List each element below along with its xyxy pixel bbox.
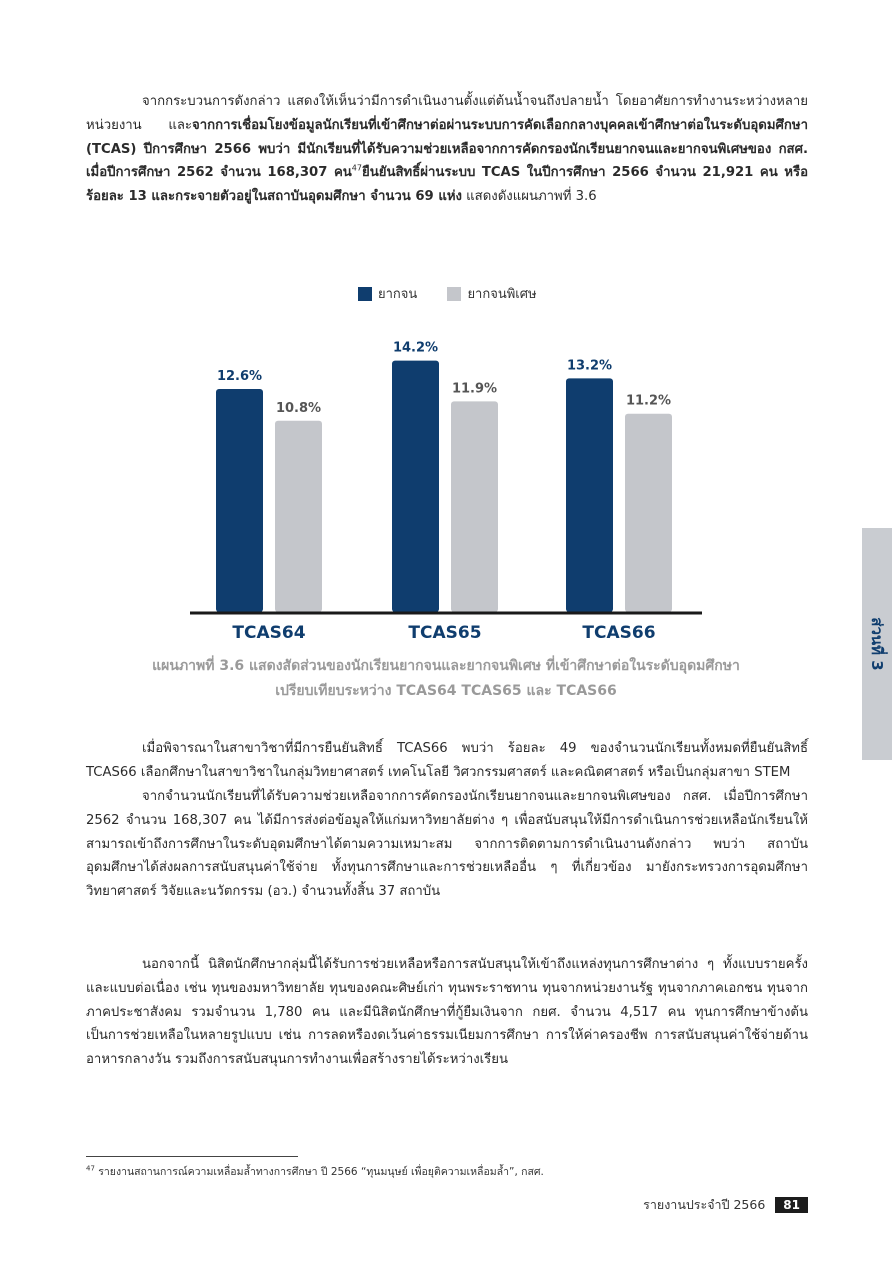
x-tick-label-tcas66: TCAS66 — [582, 623, 656, 643]
x-tick-label-tcas64: TCAS64 — [232, 623, 306, 643]
intro-bold-text-1: จากการเชื่อมโยงข้อมูลนักเรียนที่เข้าศึกษาต่อผ่านระบบการคัดเลือกกลางบุคคลเข้าศึกษาต่อในระดับอุดมศึกษา (TCAS) ปีการศึกษา 2566 พบว่า มีนักเรียนที่ได้รับความช่วยเหลือจากการคัดกรองนักเรียนยากจนและยากจนพิเศษของ กสศ. เมื่อปีการศึกษา 2562 จำนวน 168,307 คน — [86, 117, 808, 181]
caption-line-1: แผนภาพที่ 3.6 แสดงสัดส่วนของนักเรียนยากจนและยากจนพิเศษ ที่เข้าศึกษาต่อในระดับอุดมศึกษา — [152, 658, 740, 674]
section-tab-label: ส่วนที่ 3 — [868, 617, 886, 671]
data-label-tcas64-poor: 12.6% — [216, 368, 263, 384]
x-tick-label-tcas65: TCAS65 — [408, 623, 482, 643]
paragraph-intro — [86, 90, 808, 209]
footnote — [86, 1163, 544, 1180]
paragraph-support: จากจำนวนนักเรียนที่ได้รับความช่วยเหลือจากการคัดกรองนักเรียนยากจนและยากจนพิเศษของ กสศ. เมื่อปีการศึกษา 2562 จำนวน 168,307 คน ได้มีการส่งต่อข้อมูลให้แก่มหาวิทยาลัยต่าง ๆ เพื่อสนับสนุนให้มีการดำเนินการช่วยเหลือนักเรียนให้สามารถเข้าถึงการศึกษาในระดับอุดมศึกษาได้ตามความเหมาะสม จากการติดตามการดำเนินงานดังกล่าว พบว่า สถาบันอุดมศึกษาได้ส่งผลการสนับสนุนค่าใช้จ่าย ทั้งทุนการศึกษาและการช่วยเหลืออื่น ๆ ที่เกี่ยวข้อง มายังกระทรวงการอุดมศึกษา วิทยาศาสตร์ วิจัยและนวัตกรรม (อว.) จำนวนทั้งสิ้น 37 สถาบัน — [86, 789, 808, 900]
intro-bold-text-2: ยืนยันสิทธิ์ผ่านระบบ TCAS ในปีการศึกษา 2566 จำนวน 21,921 คน หรือร้อยละ 13 และกระจายตัวอยู่ในสถาบันอุดมศึกษา จำนวน 69 แห่ง — [86, 165, 808, 205]
section-side-tab[interactable] — [862, 528, 892, 760]
caption-line-2: เปรียบเทียบระหว่าง TCAS64 TCAS65 และ TCAS66 — [275, 683, 617, 699]
figure-caption — [100, 654, 792, 704]
data-label-tcas66-extreme-poor: 11.2% — [625, 393, 672, 409]
bar-tcas64-extreme-poor — [275, 421, 322, 612]
report-label: รายงานประจำปี 2566 — [643, 1197, 766, 1212]
bar-tcas66-extreme-poor — [625, 414, 672, 612]
legend-label-poor: ยากจน — [378, 287, 418, 302]
bar-tcas66-poor — [566, 378, 613, 612]
bar-tcas65-extreme-poor — [451, 401, 498, 612]
data-label-tcas65-extreme-poor: 11.9% — [451, 381, 498, 397]
footnote-ref[interactable]: 47 — [351, 164, 362, 173]
data-label-tcas64-extreme-poor: 10.8% — [275, 400, 322, 416]
data-label-tcas66-poor: 13.2% — [566, 358, 613, 374]
footnote-text: รายงานสถานการณ์ความเหลื่อมล้ำทางการศึกษา ปี 2566 “ทุนมนุษย์ เพื่อยุติความเหลื่อมล้ำ”, กสศ. — [94, 1166, 544, 1178]
chart-canvas — [180, 275, 720, 645]
paragraph-stem: เมื่อพิจารณาในสาขาวิชาที่มีการยืนยันสิทธิ์ TCAS66 พบว่า ร้อยละ 49 ของจำนวนนักเรียนทั้งหมดที่ยืนยันสิทธิ์ TCAS66 เลือกศึกษาในสาขาวิชาในกลุ่มวิทยาศาสตร์ เทคโนโลยี วิศวกรรมศาสตร์ และคณิตศาสตร์ หรือเป็นกลุ่มสาขา STEM — [86, 741, 808, 780]
intro-text-2: แสดงดังแผนภาพที่ 3.6 — [461, 189, 597, 205]
page-number: 81 — [775, 1197, 808, 1213]
footnote-divider — [86, 1156, 298, 1157]
data-label-tcas65-poor: 14.2% — [392, 340, 439, 356]
page-footer — [643, 1195, 808, 1215]
legend-label-extreme-poor: ยากจนพิเศษ — [467, 287, 537, 302]
bar-tcas64-poor — [216, 389, 263, 612]
bar-tcas65-poor — [392, 361, 439, 612]
footnote-number: 47 — [86, 1164, 95, 1173]
bar-chart — [180, 275, 720, 645]
intro-text-1: จากกระบวนการดังกล่าว แสดงให้เห็นว่ามีการดำเนินงานตั้งแต่ต้นน้ำจนถึงปลายน้ำ โดยอาศัยการทำงานระหว่างหลายหน่วยงาน และ — [86, 94, 808, 133]
paragraph-scholarship: นอกจากนี้ นิสิตนักศึกษากลุ่มนี้ได้รับการช่วยเหลือหรือการสนับสนุนให้เข้าถึงแหล่งทุนการศึกษาต่าง ๆ ทั้งแบบรายครั้งและแบบต่อเนื่อง เช่น ทุนของมหาวิทยาลัย ทุนของคณะศิษย์เก่า ทุนพระราชทาน ทุนจากหน่วยงานรัฐ ทุนจากภาคเอกชน ทุนจากภาคประชาสังคม รวมจำนวน 1,780 คน และมีนิสิตนักศึกษาที่กู้ยืมเงินจาก กยศ. จำนวน 4,517 คน ทุนการศึกษาข้างต้น เป็นการช่วยเหลือในหลายรูปแบบ เช่น การลดหรืองดเว้นค่าธรรมเนียมการศึกษา การให้ค่าครองชีพ การสนับสนุนค่าใช้จ่ายด้านอาหารกลางวัน รวมถึงการสนับสนุนการทำงานเพื่อสร้างรายได้ระหว่างเรียน — [86, 957, 808, 1068]
